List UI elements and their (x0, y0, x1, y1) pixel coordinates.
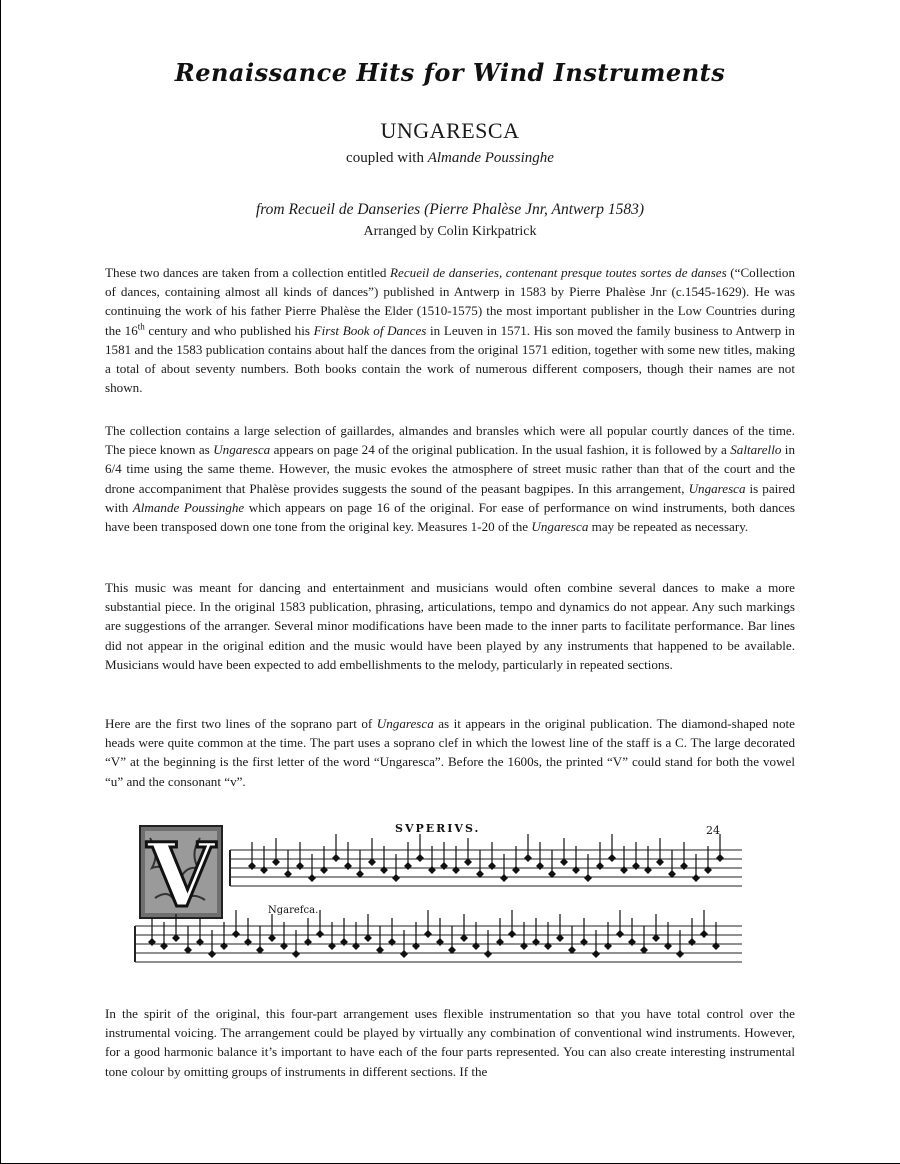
notes (148, 834, 724, 958)
text-run: in Leuven in 1571. His son moved the family business to Antwerp in 1581 and the 1583 publication contains about half the dances from the original 1571 edition, together with some new titles, making a total of about seventy numbers. Both books contain the work of numerous different composers, though their names are not shown. (105, 322, 795, 396)
decorated-initial (140, 823, 222, 927)
italic-title: Ungaresca (688, 480, 746, 496)
piece-title: UNGARESCA (380, 118, 520, 143)
text-run: which appears on page 16 of the original. For ease of performance on wind instruments, both dances have been transposed down one tone from the original key. Measures 1-20 of the (105, 499, 795, 535)
part-name: SVPERIVS. (395, 822, 481, 835)
paragraph-2 (105, 421, 795, 536)
text-run: appears on page 24 of the original publication. In the usual fashion, it is followed by a (270, 442, 731, 458)
paragraph-4 (105, 714, 795, 791)
text-run: in 6/4 time using the same theme. However, the music evokes the atmosphere of street music rather than that of the court and the drone accompaniment that Phalèse provides suggests the sound of the peasant bagpipes. In this arrangement, (105, 442, 795, 496)
paragraph-5: In the spirit of the original, this four-part arrangement uses flexible instrumentation so that you have total control over the instrumental voicing. The arrangement could be played by virtually any combination of conventional wind instruments. However, for a good harmonic balance it’s important to have each of the four parts represented. You can also create interesting instrumental tone colour by omitting groups of instruments in different sections. If the (105, 1006, 795, 1079)
piece-label: Ngarefca. (268, 905, 319, 916)
paragraph-1 (105, 263, 795, 397)
text-run: may be repeated as necessary. (588, 519, 749, 535)
text-run: These two dances are taken from a collection entitled (105, 265, 391, 280)
italic-title: Almande Poussinghe (132, 499, 245, 515)
text-run: (“Collection of dances, containing almost all kinds of dances”) published in Antwerp in 1583 by Pierre Phalèse Jnr (c.1545-1629). He was continuing the work of his father Pierre Phalèse the Elder (1510-1575) the most important publisher in the Low Countries during the 16 (105, 265, 795, 338)
italic-title: First Book of Dances (313, 322, 427, 338)
subtitle (0, 150, 900, 167)
arranger-line: Arranged by Colin Kirkpatrick (363, 224, 537, 239)
subtitle-prefix: coupled with (346, 150, 428, 166)
text-run: as it appears in the original publication. The diamond-shaped note heads were quite common at the time. The part uses a soprano clef in which the lowest line of the staff is a C. The large decorated “V” at the beginning is the first letter of the word “Ungaresca”. Before the 1600s, the printed “V” could stand for both the vowel “u” and the consonant “v”. (105, 716, 795, 789)
source-line: from Recueil de Danseries (Pierre Phalèse Jnr, Antwerp 1583) (255, 201, 645, 218)
page-number: 24 (706, 824, 720, 837)
text-run: The collection contains a large selection of gaillardes, almandes and bransles which were all popular courtly dances of the time. The piece known as (105, 423, 795, 458)
italic-title: Ungaresca (213, 442, 271, 458)
subtitle-italic: Almande Poussinghe (427, 150, 554, 166)
italic-title: Ungaresca (531, 519, 589, 535)
text-run: century and who published his (144, 322, 314, 338)
initial-letter: V (146, 823, 216, 927)
series-title: Renaissance Hits for Wind Instruments (174, 58, 726, 87)
superscript: th (137, 321, 145, 332)
italic-title: Saltarello (730, 442, 782, 458)
paragraph-3: This music was meant for dancing and entertainment and musicians would often combine several dances to make a more substantial piece. In the original 1583 publication, phrasing, articulations, tempo and dynamics do not appear. Any such markings are suggestions of the arranger. Several minor modifications have been made to the inner parts to facilitate performance. Bar lines did not appear in the original edition and the music would have been played by any instruments that happened to be available. Musicians would have been expected to add embellishments to the melody, particularly in repeated sections. (105, 580, 795, 672)
italic-title: Recueil de danseries, contenant presque toutes sortes de danses (390, 265, 727, 280)
music-score-image (130, 808, 750, 988)
page-border-left (0, 0, 1, 1164)
text-run: Here are the first two lines of the soprano part of (105, 716, 377, 731)
italic-title: Ungaresca (376, 716, 434, 731)
text-run: is paired with (105, 480, 795, 515)
